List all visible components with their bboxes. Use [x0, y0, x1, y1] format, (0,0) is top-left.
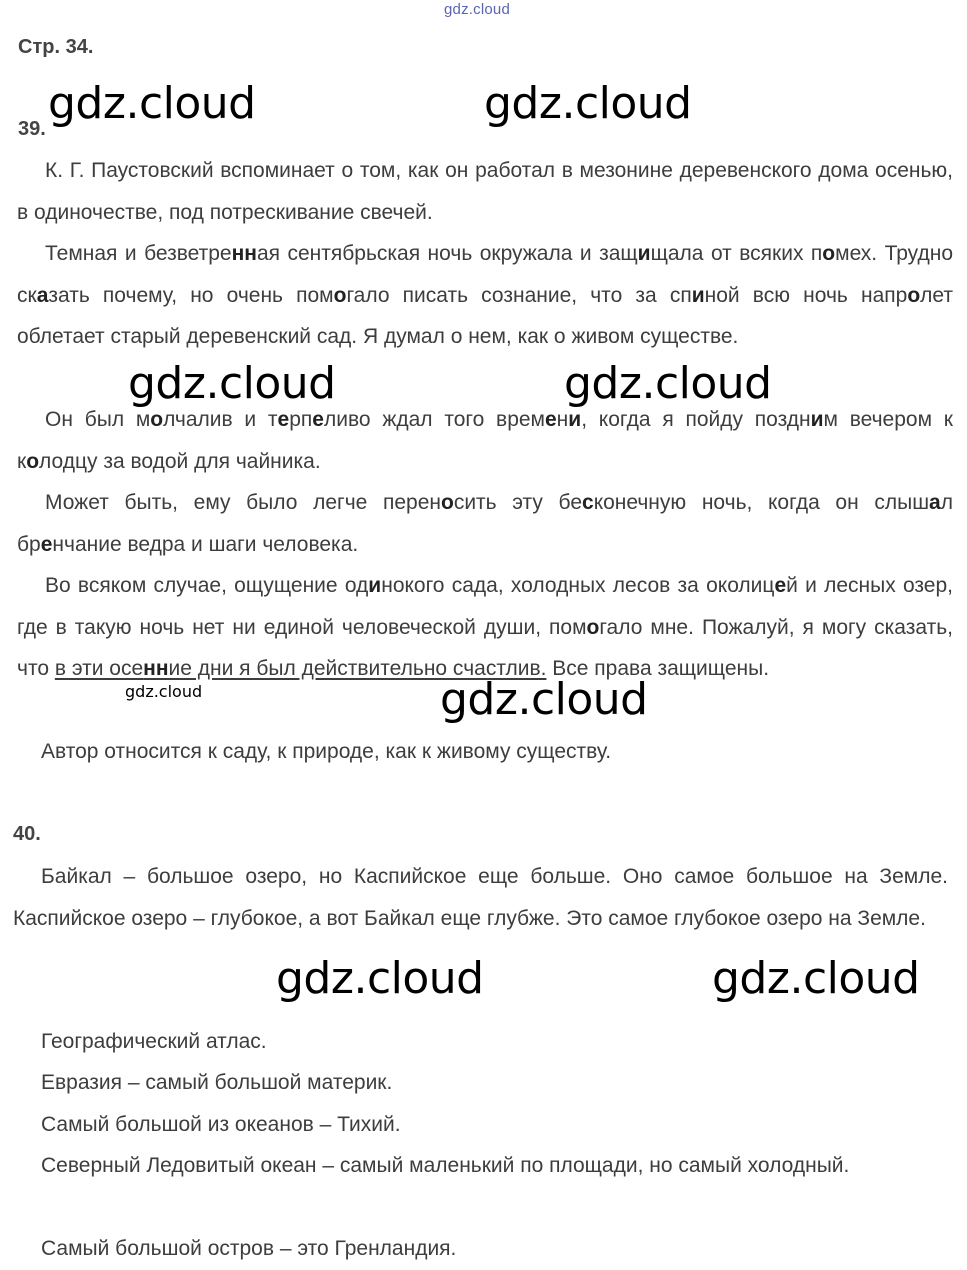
watermark-1: gdz.cloud — [48, 78, 256, 129]
ex39-paragraph-1: К. Г. Паустовский вспоминает о том, как он работал в мезонине деревенского дома осенью, в одиночестве, под потрескивание свечей. — [17, 159, 953, 224]
ex40-line-3: Самый большой из океанов – Тихий. — [41, 1113, 401, 1136]
page-label: Стр. 34. — [18, 36, 94, 58]
watermark-small: gdz.cloud — [125, 682, 203, 701]
ex39-paragraph-4: Может быть, ему было легче переносить эту бесконечную ночь, когда он слышал бренчание ведра и шаги человека. — [17, 491, 953, 556]
underlined-sentence: в эти осенние дни я был действительно счастлив. — [54, 657, 547, 680]
ex39-paragraph-3: Он был молчалив и терпеливо ждал того времени, когда я пойду поздним вечером к колодцу за водой для чайника. — [17, 408, 953, 473]
watermark-5: gdz.cloud — [440, 674, 648, 725]
watermark-7: gdz.cloud — [712, 953, 920, 1004]
top-watermark: gdz.cloud — [444, 1, 511, 18]
ex40-paragraph-1: Байкал – большое озеро, но Каспийское еще больше. Оно самое большое на Земле. Каспийское озеро – глубокое, а вот Байкал еще глубже. Это самое глубокое озеро на Земле. — [13, 865, 948, 930]
ex40-line-2: Евразия – самый большой материк. — [41, 1071, 393, 1094]
watermark-3: gdz.cloud — [128, 358, 336, 409]
watermark-2: gdz.cloud — [484, 78, 692, 129]
exercise-40-number: 40. — [13, 823, 41, 845]
ex40-line-1: Географический атлас. — [41, 1030, 267, 1053]
ex40-line-4: Северный Ледовитый океан – самый маленький по площади, но самый холодный. — [41, 1154, 850, 1177]
exercise-39-number: 39. — [18, 118, 46, 140]
ex39-paragraph-5: Во всяком случае, ощущение одинокого сада, холодных лесов за околицей и лесных озер, где в такую ночь нет ни единой человеческой души, помогало мне. Пожалуй, я могу сказать, что в эти осенние дни я был действительно счастлив. Все права защищены. — [17, 574, 953, 680]
watermark-6: gdz.cloud — [276, 953, 484, 1004]
ex40-line-5: Самый большой остров – это Гренландия. — [41, 1237, 457, 1260]
watermark-4: gdz.cloud — [564, 358, 772, 409]
ex39-paragraph-2: Темная и безветренная сентябрьская ночь окружала и защищала от всяких помех. Трудно сказать почему, но очень помогало писать сознание, что за спиной всю ночь напролет облетает старый деревенский сад. Я думал о нем, как о живом существе. — [17, 242, 954, 348]
ex39-conclusion: Автор относится к саду, к природе, как к живому существу. — [41, 740, 612, 763]
